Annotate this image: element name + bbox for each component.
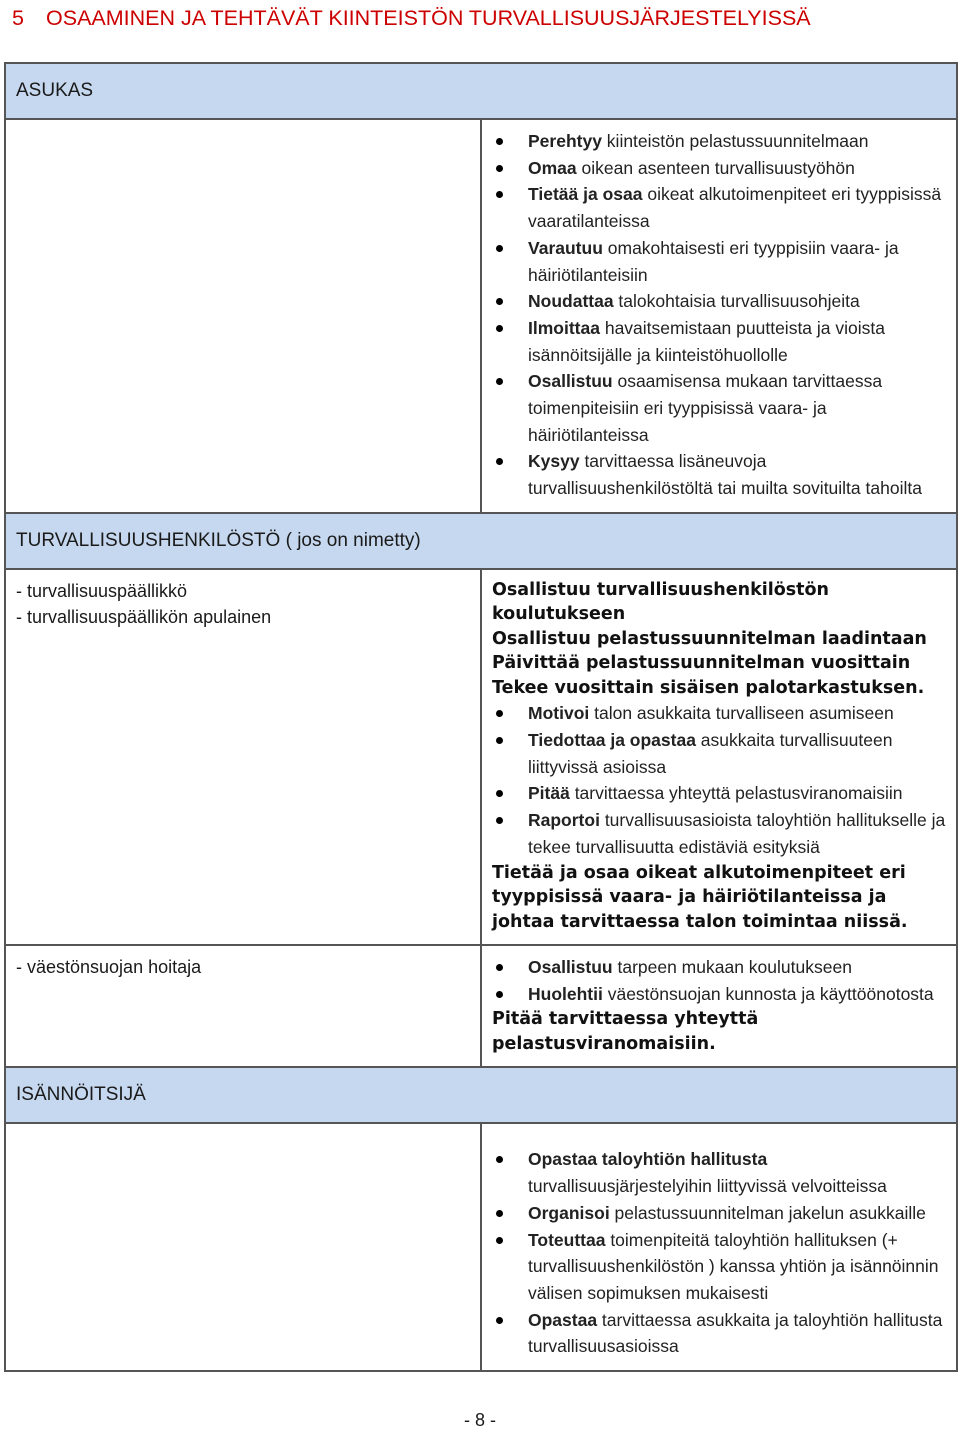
list-item-text: turvallisuusasioista taloyhtiön hallitukselle ja tekee turvallisuutta edistäviä esityksiä [528, 810, 946, 857]
vaestonsuoja-duties [481, 945, 957, 1067]
list-item [482, 368, 956, 448]
list-item-keyword: Organisoi [528, 1202, 610, 1223]
list-item-keyword: Huolehtii [528, 983, 603, 1004]
page-title: 5 OSAAMINEN JA TEHTÄVÄT KIINTEISTÖN TURVALLISUUSJÄRJESTELYISSÄ [12, 6, 811, 30]
list-item [482, 1200, 956, 1227]
list-item-keyword: Perehtyy [528, 131, 602, 151]
list-item-text: kiinteistön pelastussuunnitelmaan [601, 131, 869, 151]
section-heading-asukas: ASUKAS [5, 63, 957, 119]
list-item-text: pelastussuunnitelman jakelun asukkaille [609, 1202, 926, 1223]
list-item-keyword: Osallistuu [528, 957, 613, 978]
turva-roles-cell [5, 569, 481, 945]
list-item [482, 700, 956, 727]
list-item-keyword: Opastaa [528, 1309, 598, 1330]
isannoitsija-list [482, 1146, 956, 1360]
asukas-duties [481, 119, 957, 513]
list-item-keyword: Osallistuu [528, 371, 613, 392]
list-item [482, 1307, 956, 1360]
list-item [482, 727, 956, 780]
list-item-text: talokohtaisia turvallisuusohjeita [613, 291, 860, 312]
list-item-keyword: Opastaa taloyhtiön hallitusta [528, 1149, 768, 1170]
list-item [482, 780, 956, 807]
list-item [482, 155, 956, 182]
list-item-keyword: Pitää [528, 783, 570, 804]
list-item-text: tarvittaessa asukkaita ja taloyhtiön hallitusta turvallisuusasioissa [528, 1309, 943, 1357]
list-item-keyword: Noudattaa [528, 291, 614, 312]
list-item [482, 807, 956, 860]
turva-duties [481, 569, 957, 945]
list-item-keyword: Kysyy [528, 451, 580, 472]
list-item-text: tarvittaessa yhteyttä pelastusviranomaisiin [569, 783, 903, 804]
list-item [482, 128, 956, 155]
asukas-left-cell [5, 119, 481, 513]
turva-plain-bottom: Tietää ja osaa oikeat alkutoimenpiteet eri tyyppisissä vaara- ja häiriötilanteissa ja johtaa tarvittaessa talon toimintaa niissä. [492, 862, 908, 932]
section-heading-turvallisuushenkilosto: TURVALLISUUSHENKILÖSTÖ ( jos on nimetty) [5, 513, 957, 569]
list-item-text: omakohtaisesti eri tyyppisiin vaara- ja häiriötilanteisiin [528, 237, 899, 285]
list-item-text: talon asukkaita turvalliseen asumiseen [589, 703, 894, 724]
responsibility-table [4, 62, 958, 1372]
vaestonsuoja-list [482, 954, 956, 1007]
list-item-text: oikeat alkutoimenpiteet eri tyyppisissä vaaratilanteissa [528, 184, 942, 232]
list-item-text: tarvittaessa lisäneuvoja turvallisuushenkilöstöltä tai muilta sovituilta tahoilta [528, 451, 922, 499]
turva-plain-top: Osallistuu turvallisuushenkilöstön koulutukseen Osallistuu pelastussuunnitelman laadintaan Päivittää pelastussuunnitelman vuosittain Tekee vuosittain sisäisen palotarkastuksen. [492, 579, 927, 698]
list-item-text: turvallisuusjärjestelyihin liittyvissä velvoitteissa [528, 1176, 887, 1197]
list-item-text: oikean asenteen turvallisuustyöhön [576, 157, 855, 178]
list-item [482, 1146, 956, 1199]
list-item-keyword: Ilmoittaa [528, 317, 600, 338]
list-item [482, 235, 956, 288]
isannoitsija-duties [481, 1123, 957, 1371]
role-turvallisuuspaallikko: - turvallisuuspäällikkö [16, 580, 188, 601]
list-item [482, 1227, 956, 1307]
vaestonsuoja-plain: Pitää tarvittaessa yhteyttä pelastusviranomaisiin. [492, 1009, 759, 1054]
list-item [482, 288, 956, 315]
section-heading-isannoitsija: ISÄNNÖITSIJÄ [5, 1067, 957, 1123]
list-item [482, 954, 956, 981]
turva-list [482, 700, 956, 860]
role-apulainen: - turvallisuuspäällikön apulainen [16, 606, 272, 627]
isannoitsija-left-cell [5, 1123, 481, 1371]
list-item-text: osaamisensa mukaan tarvittaessa toimenpiteisiin eri tyyppisissä vaara- ja häiriötilanteissa [528, 371, 883, 445]
list-item [482, 448, 956, 501]
list-item-text: toimenpiteitä taloyhtiön hallituksen (+ turvallisuushenkilöstön ) kanssa yhtiön ja isännöinnin välisen sopimuksen mukaisesti [528, 1229, 939, 1303]
list-item-keyword: Tiedottaa ja opastaa [528, 730, 696, 751]
list-item-keyword: Toteuttaa [528, 1229, 606, 1250]
list-item-keyword: Motivoi [528, 703, 590, 724]
list-item-keyword: Raportoi [528, 810, 600, 831]
page-number: - 8 - [463, 1410, 496, 1430]
asukas-list [482, 128, 956, 502]
role-vaestonsuoja-cell [5, 945, 481, 1067]
role-vaestonsuojan-hoitaja: - väestönsuojan hoitaja [16, 957, 202, 978]
list-item-keyword: Tietää ja osaa [528, 184, 643, 205]
list-item [482, 981, 956, 1008]
list-item-text: tarpeen mukaan koulutukseen [612, 957, 852, 978]
list-item [482, 315, 956, 368]
list-item-keyword: Omaa [528, 157, 577, 178]
list-item-keyword: Varautuu [528, 237, 603, 258]
list-item [482, 181, 956, 234]
list-item-text: havaitsemistaan puutteista ja vioista isännöitsijälle ja kiinteistöhuollolle [528, 317, 885, 365]
list-item-text: asukkaita turvallisuuteen liittyvissä asioissa [528, 730, 893, 777]
list-item-text: väestönsuojan kunnosta ja käyttöönotosta [602, 983, 934, 1004]
